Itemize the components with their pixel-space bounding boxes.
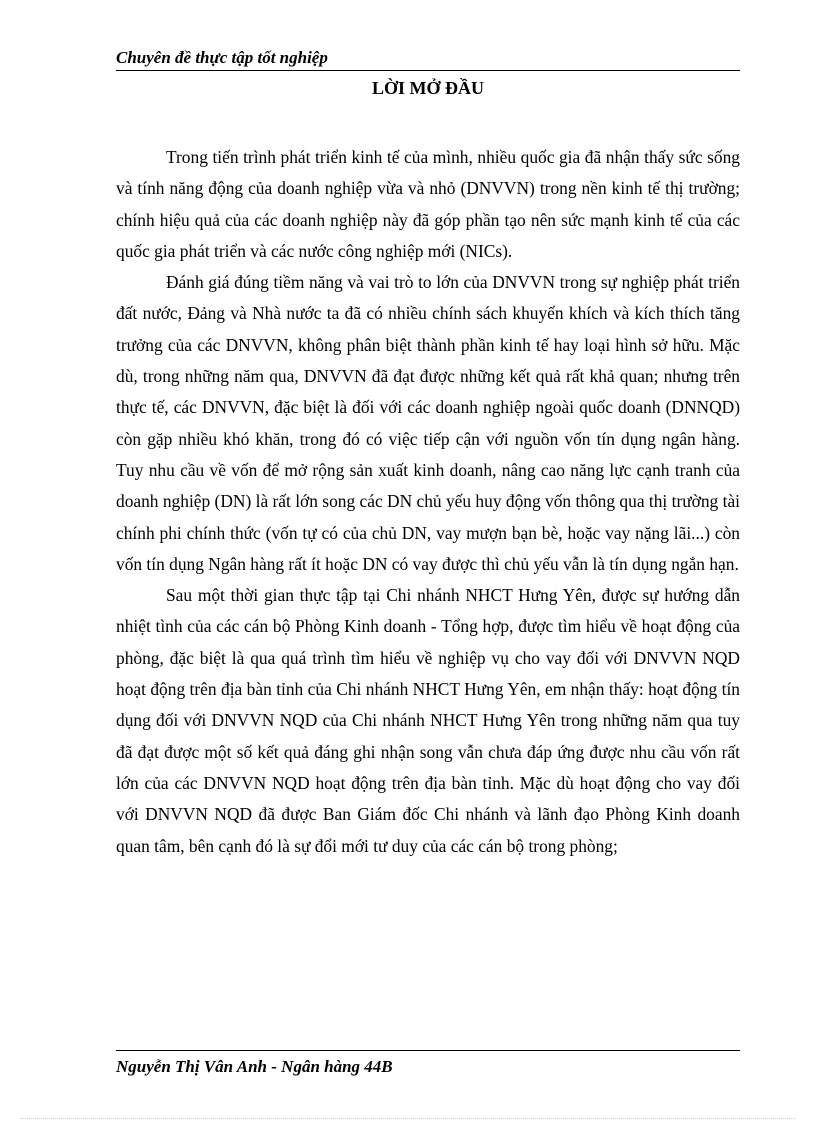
page-header [116, 48, 740, 71]
body-text [116, 142, 740, 862]
page-edge-divider [20, 1118, 796, 1119]
paragraph: Đánh giá đúng tiềm năng và vai trò to lớn của DNVVN trong sự nghiệp phát triển đất nước, Đảng và Nhà nước ta đã có nhiều chính sách khuyến khích và kích thích tăng trưởng của các DNVVN, không phân biệt thành phần kinh tế hay loại hình sở hữu. Mặc dù, trong những năm qua, DNVVN đã đạt được những kết quả rất khả quan; nhưng trên thực tế, các DNVVN, đặc biệt là đối với các doanh nghiệp ngoài quốc doanh (DNNQD) còn gặp nhiều khó khăn, trong đó có việc tiếp cận với nguồn vốn tín dụng ngân hàng. Tuy nhu cầu về vốn để mở rộng sản xuất kinh doanh, nâng cao năng lực cạnh tranh của doanh nghiệp (DN) là rất lớn song các DN chủ yếu huy động vốn thông qua thị trường tài chính phi chính thức (vốn tự có của chủ DN, vay mượn bạn bè, hoặc vay nặng lãi...) còn vốn tín dụng Ngân hàng rất ít hoặc DN có vay được thì chủ yếu vẫn là tín dụng ngắn hạn. [116, 272, 740, 574]
page-footer [116, 1050, 740, 1077]
header-title: Chuyên đề thực tập tốt nghiệp [116, 48, 328, 67]
section-title: LỜI MỞ ĐẦU [372, 78, 484, 98]
paragraph: Trong tiến trình phát triển kinh tế của mình, nhiều quốc gia đã nhận thấy sức sống và tính năng động của doanh nghiệp vừa và nhỏ (DNVVN) trong nền kinh tế thị trường; chính hiệu quả của các doanh nghiệp này đã góp phần tạo nên sức mạnh kinh tế của các quốc gia phát triển và các nước công nghiệp mới (NICs). [116, 147, 740, 261]
paragraph: Sau một thời gian thực tập tại Chi nhánh NHCT Hưng Yên, được sự hướng dẫn nhiệt tình của các cán bộ Phòng Kinh doanh - Tổng hợp, được tìm hiểu về hoạt động của phòng, đặc biệt là qua quá trình tìm hiểu về nghiệp vụ cho vay đối với DNVVN NQD hoạt động trên địa bàn tỉnh của Chi nhánh NHCT Hưng Yên, em nhận thấy: hoạt động tín dụng đối với DNVVN NQD của Chi nhánh NHCT Hưng Yên trong những năm qua tuy đã đạt được một số kết quả đáng ghi nhận song vẫn chưa đáp ứng được nhu cầu vốn rất lớn của các DNVVN NQD hoạt động trên địa bàn tỉnh. Mặc dù hoạt động cho vay đối với DNVVN NQD đã được Ban Giám đốc Chi nhánh và lãnh đạo Phòng Kinh doanh quan tâm, bên cạnh đó là sự đổi mới tư duy của các cán bộ trong phòng; [116, 585, 740, 856]
footer-author: Nguyễn Thị Vân Anh - Ngân hàng 44B [116, 1057, 393, 1076]
